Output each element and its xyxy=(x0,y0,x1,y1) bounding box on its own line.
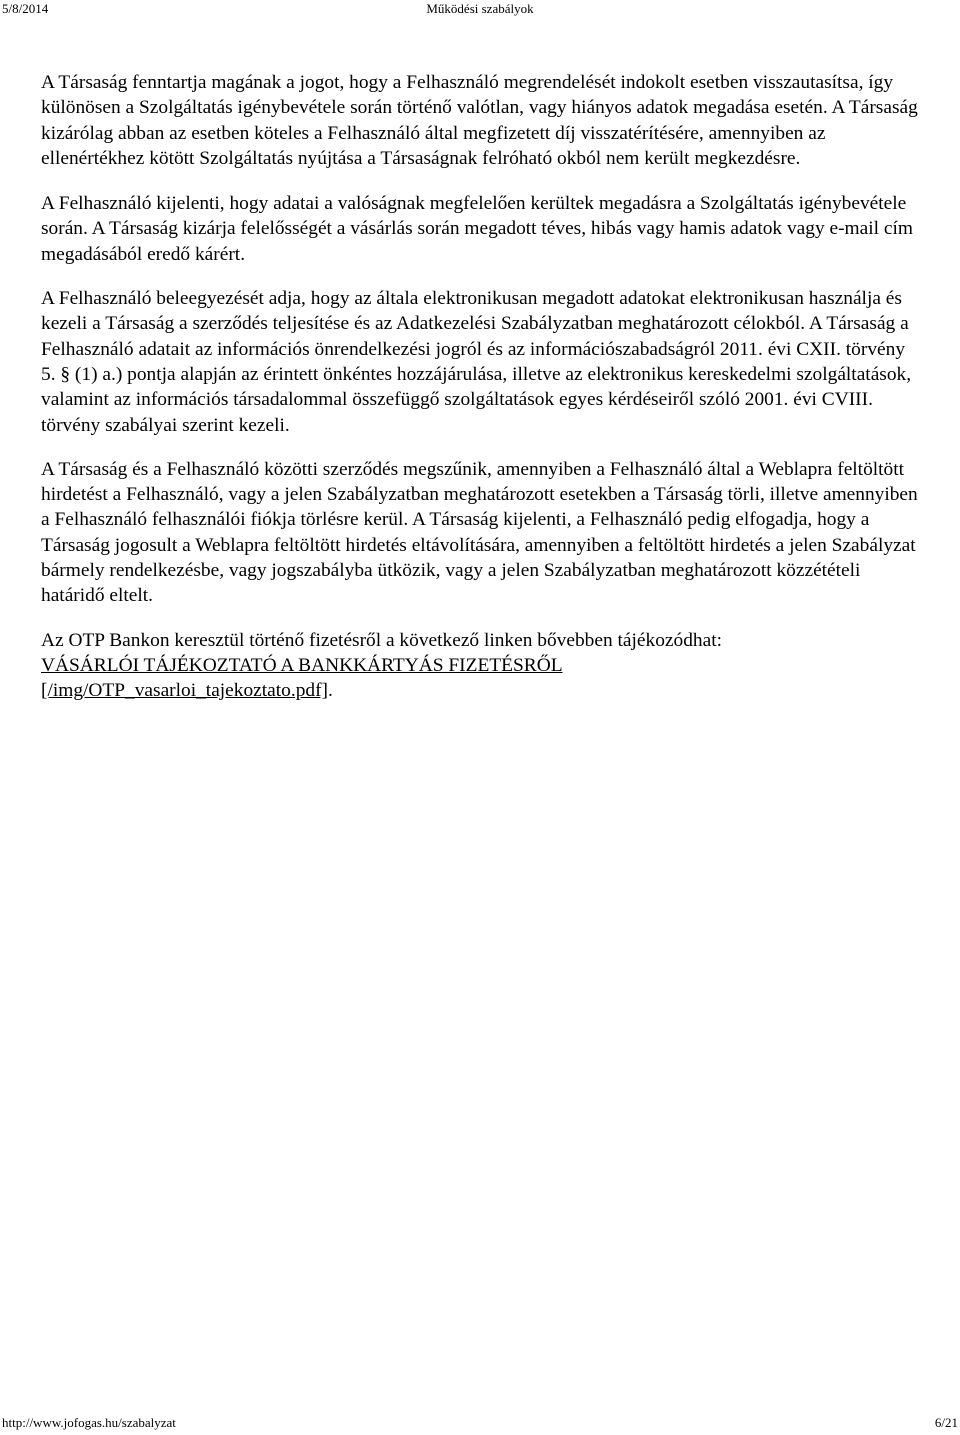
print-date: 5/8/2014 xyxy=(2,1,49,16)
source-url: http://www.jofogas.hu/szabalyzat xyxy=(2,1415,176,1430)
otp-payment-pdf-link[interactable]: [/img/OTP_vasarloi_tajekoztato.pdf] xyxy=(41,680,329,702)
otp-payment-info-link[interactable]: VÁSÁRLÓI TÁJÉKOZTATÓ A BANKKÁRTYÁS FIZETÉSRŐL xyxy=(41,654,563,676)
page-number: 6/21 xyxy=(934,1415,958,1430)
paragraph-order-rejection: A Társaság fenntartja magának a jogot, hogy a Felhasználó megrendelését indokolt esetben visszautasítsa, így különösen a Szolgáltatás igénybevétele során történő valótlan, vagy hiányos adatok megadása esetén. A Társaság kizárólag abban az esetben köteles a Felhasználó által megfizetett díj visszatérítésére, amennyiben az ellenértékhez kötött Szolgáltatás nyújtása a Társaságnak felróható okból nem került megkezdésre. xyxy=(41,72,918,169)
paragraph-otp-payment-info xyxy=(41,628,921,704)
document-body xyxy=(41,70,921,724)
page-footer xyxy=(0,1413,960,1433)
sentence-end-period: . xyxy=(328,680,333,702)
otp-payment-intro: Az OTP Bankon keresztül történő fizetésről a következő linken bővebben tájékozódhat: xyxy=(41,629,722,651)
paragraph-data-processing-consent: A Felhasználó beleegyezését adja, hogy az általa elektronikusan megadott adatokat elektronikusan használja és kezeli a Társaság a szerződés teljesítése és az Adatkezelési Szabályzatban meghatározott célokból. A Társaság a Felhasználó adatait az információs önrendelkezési jogról és az információszabadságról 2011. évi CXII. törvény 5. § (1) a.) pontja alapján az érintett önkéntes hozzájárulása, illetve az elektronikus kereskedelmi szolgáltatások, valamint az információs társadalommal összefüggő szolgáltatások egyes kérdéseiről szóló 2001. évi CVIII. törvény szabályai szerint kezeli. xyxy=(41,288,912,436)
otp-payment-pdf-path[interactable] xyxy=(41,680,333,701)
paragraph-contract-termination: A Társaság és a Felhasználó közötti szerződés megszűnik, amennyiben a Felhasználó által a Weblapra feltöltött hirdetést a Felhasználó, vagy a jelen Szabályzatban meghatározott esetekben a Társaság törli, illetve amennyiben a Felhasználó felhasználói fiókja törlésre kerül. A Társaság kijelenti, a Felhasználó pedig elfogadja, hogy a Társaság jogosult a Weblapra feltöltött hirdetés eltávolítására, amennyiben a feltöltött hirdetés a jelen Szabályzat bármely rendelkezésbe, vagy jogszabályba ütközik, vagy a jelen Szabályzatban meghatározott közzétételi határidő eltelt. xyxy=(41,458,918,607)
paragraph-user-data-accuracy: A Felhasználó kijelenti, hogy adatai a valóságnak megfelelően kerültek megadásra a Szolgáltatás igénybevétele során. A Társaság kizárja felelősségét a vásárlás során megadott téves, hibás vagy hamis adatok vagy e-mail cím megadásából eredő kárért. xyxy=(41,193,913,265)
page-header xyxy=(0,0,960,18)
page-title: Működési szabályok xyxy=(426,1,534,16)
